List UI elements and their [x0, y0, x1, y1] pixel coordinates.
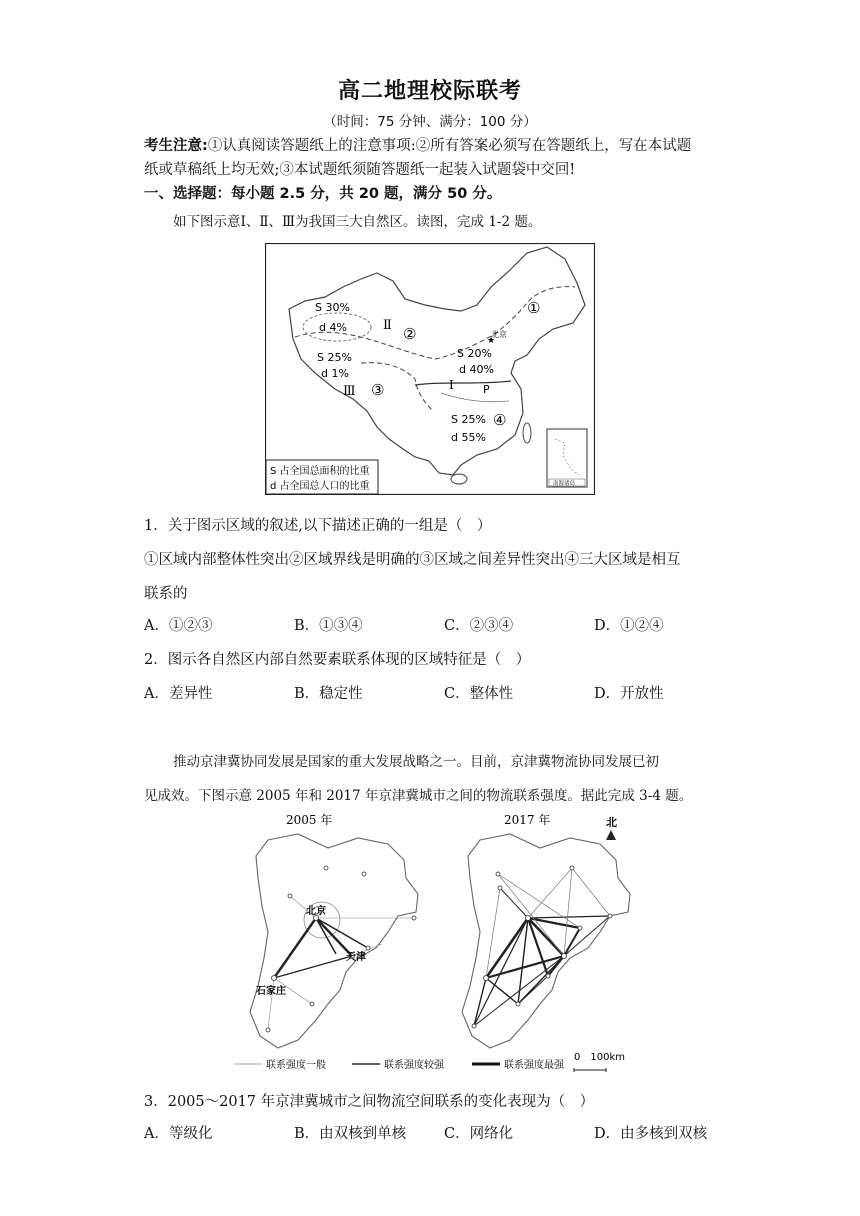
- year-2017-label: 2017 年: [504, 813, 551, 827]
- map-label: S 25%: [317, 351, 352, 364]
- legend-normal: 联系强度一般: [266, 1060, 326, 1071]
- map-label: S 30%: [315, 301, 350, 314]
- exam-info: （时间：75 分钟、满分：100 分）: [323, 114, 537, 130]
- section-heading: 一、选择题：每小题 2.5 分，共 20 题，满分 50 分。: [144, 186, 502, 202]
- map-label: d 1%: [321, 367, 349, 380]
- question-3-stem: 3．2005～2017 年京津冀城市之间物流空间联系的变化表现为（ ）: [144, 1094, 595, 1110]
- question-2-option-d[interactable]: D．开放性: [594, 686, 664, 702]
- question-3-option-b[interactable]: B．由双核到单核: [294, 1126, 407, 1142]
- map-label: P: [483, 383, 490, 396]
- inset-label: 南海诸岛: [553, 481, 576, 487]
- map-label: Ⅱ: [383, 318, 392, 333]
- map-label: ①: [527, 299, 541, 317]
- question-2-option-b[interactable]: B．稳定性: [294, 686, 363, 702]
- map-label: 北京: [491, 330, 507, 339]
- north-arrow-icon: [606, 830, 616, 840]
- city-tianjin-label: 天津: [346, 952, 366, 963]
- city-beijing-label: 北京: [306, 906, 326, 917]
- legend-area-share: S 占全国总面积的比重: [270, 466, 370, 477]
- map-label: Ⅲ: [343, 384, 356, 399]
- question-1-option-b[interactable]: B．①③④: [294, 618, 363, 634]
- question-3-option-a[interactable]: A．等级化: [144, 1126, 213, 1142]
- question-1-stem: 1．关于图示区域的叙述,以下描述正确的一组是（ ）: [144, 518, 492, 534]
- city-shijiazhuang-label: 石家庄: [256, 986, 286, 997]
- legend-strong: 联系强度较强: [384, 1060, 444, 1071]
- question-3-option-d[interactable]: D．由多核到双核: [594, 1126, 708, 1142]
- question-1-statements-cont: 联系的: [144, 586, 188, 602]
- intro-question-3-4-line-2: 见成效。下图示意 2005 年和 2017 年京津冀城市之间的物流联系强度。据此完成 3-4 题。: [144, 788, 693, 804]
- notice-text-1: ①认真阅读答题纸上的注意事项:②所有答案必须写在答题纸上，写在本试题: [207, 138, 692, 154]
- svg-text:★: ★: [487, 336, 496, 346]
- notice-label: 考生注意:: [144, 138, 208, 154]
- notice-line-2: 纸或草稿纸上均无效;③本试题纸须随答题纸一起装入试题袋中交回!: [144, 162, 576, 178]
- map-label: Ⅰ: [449, 378, 454, 392]
- question-2-option-c[interactable]: C．整体性: [444, 686, 514, 702]
- scale-bar: [574, 1068, 606, 1072]
- scale-bar-label: 0 100km: [574, 1052, 625, 1063]
- year-2005-label: 2005 年: [286, 813, 333, 827]
- question-1-option-d[interactable]: D．①②④: [594, 618, 664, 634]
- question-3-option-c[interactable]: C．网络化: [444, 1126, 514, 1142]
- question-1-option-a[interactable]: A．①②③: [144, 618, 213, 634]
- map-label: ②: [403, 325, 417, 343]
- map-label: ③: [371, 381, 385, 399]
- map-label: d 40%: [459, 363, 494, 376]
- map-label: ④: [493, 411, 507, 429]
- page-title: 高二地理校际联考: [337, 79, 522, 104]
- jingjinji-logistics-map: [228, 808, 648, 1080]
- question-1-option-c[interactable]: C．②③④: [444, 618, 514, 634]
- legend-population-share: d 占全国总人口的比重: [270, 481, 370, 492]
- question-1-statements: ①区域内部整体性突出②区域界线是明确的③区域之间差异性突出④三大区域是相互: [144, 552, 681, 568]
- notice-line-1: [144, 134, 691, 155]
- china-natural-regions-map: [265, 243, 595, 495]
- intro-question-1-2: 如下图示意Ⅰ、Ⅱ、Ⅲ为我国三大自然区。读图，完成 1-2 题。: [173, 214, 542, 230]
- map-label: S 25%: [451, 413, 486, 426]
- intro-question-3-4-line-1: 推动京津冀协同发展是国家的重大发展战略之一。目前，京津冀物流协同发展已初: [173, 754, 659, 770]
- legend-strongest: 联系强度最强: [504, 1060, 564, 1071]
- map-label: S 20%: [457, 347, 492, 360]
- question-2-stem: 2．图示各自然区内部自然要素联系体现的区域特征是（ ）: [144, 652, 531, 668]
- map-label: d 55%: [451, 431, 486, 444]
- question-2-option-a[interactable]: A．差异性: [144, 686, 213, 702]
- north-arrow-label: 北: [606, 816, 617, 829]
- map-label: d 4%: [319, 321, 347, 334]
